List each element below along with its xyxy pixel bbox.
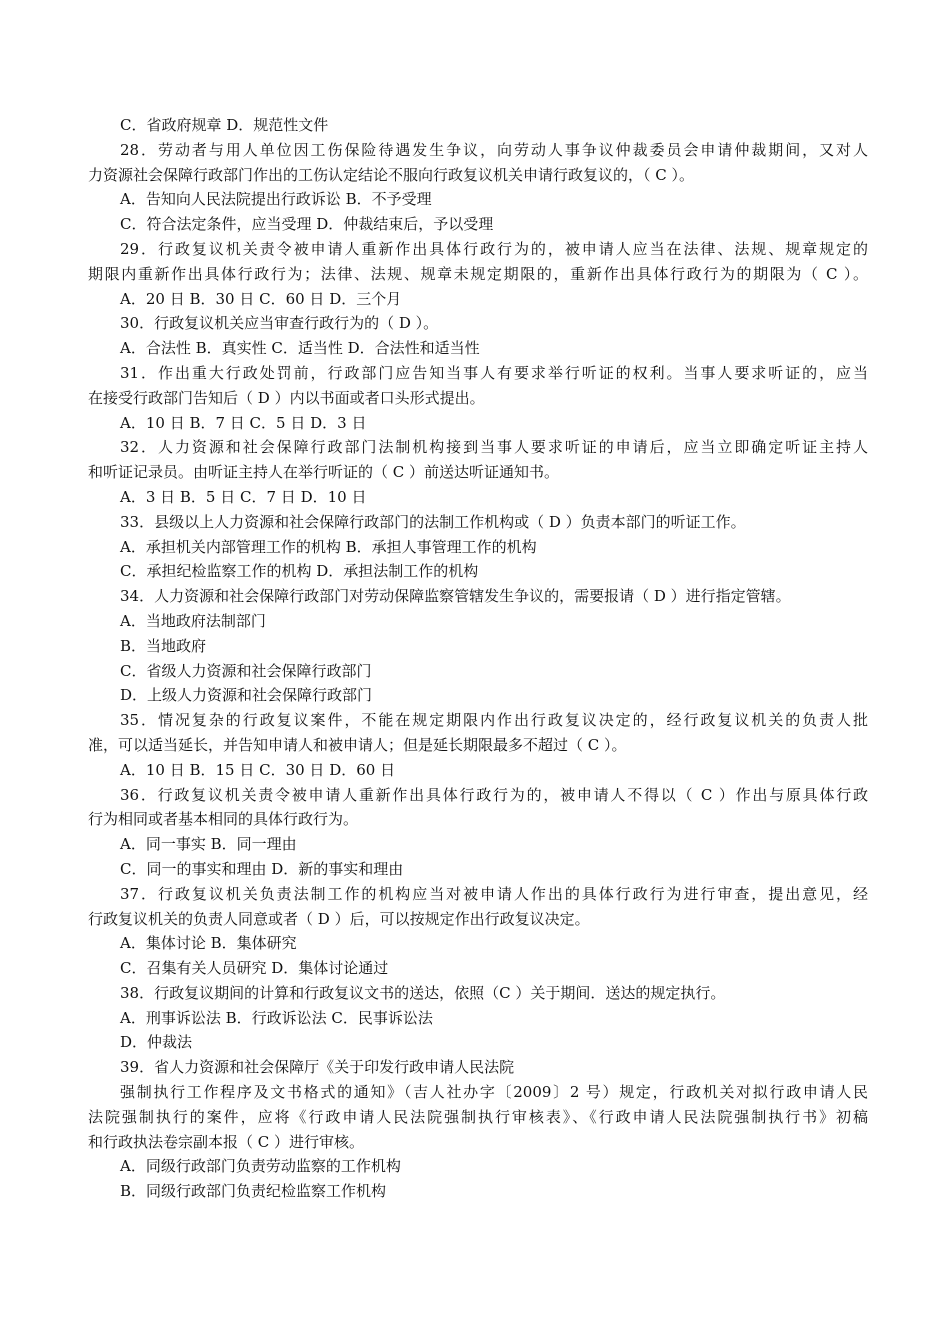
text-line: 行政复议机关的负责人同意或者（ D ）后，可以按规定作出行政复议决定。 — [88, 909, 590, 928]
text-line: 36．行政复议机关责令被申请人重新作出具体行政行为的，被申请人不得以（ C ）作出与原具体行政 — [120, 785, 868, 804]
text-line: A．同级行政部门负责劳动监察的工作机构 — [120, 1157, 401, 1176]
text-line: A．10 日 B．7 日 C．5 日 D．3 日 — [120, 413, 367, 432]
text-line: 37．行政复议机关负责法制工作的机构应当对被申请人作出的具体行政行为进行审查，提出意见，经 — [120, 884, 868, 903]
text-line: A．承担机关内部管理工作的机构 B．承担人事管理工作的机构 — [120, 537, 537, 556]
text-line: A．10 日 B．15 日 C．30 日 D．60 日 — [120, 760, 396, 779]
text-line: A．3 日 B．5 日 C．7 日 D．10 日 — [120, 487, 367, 506]
text-line: 28．劳动者与用人单位因工伤保险待遇发生争议，向劳动人事争议仲裁委员会申请仲裁期间，又对人 — [120, 140, 868, 159]
text-line: 期限内重新作出具体行政行为；法律、法规、规章未规定期限的，重新作出具体行政行为的期限为（ C ）。 — [88, 264, 868, 283]
text-line: 34．人力资源和社会保障行政部门对劳动保障监察管辖发生争议的，需要报请（ D ）进行指定管辖。 — [120, 587, 791, 606]
text-line: 29．行政复议机关责令被申请人重新作出具体行政行为的，被申请人应当在法律、法规、规章规定的 — [120, 239, 868, 258]
text-line: 32．人力资源和社会保障行政部门法制机构接到当事人要求听证的申请后，应当立即确定听证主持人 — [120, 438, 868, 457]
text-line: A．20 日 B．30 日 C．60 日 D．三个月 — [120, 289, 402, 308]
text-line: 在接受行政部门告知后（ D ）内以书面或者口头形式提出。 — [88, 388, 485, 407]
text-line: 和行政执法卷宗副本报（ C ）进行审核。 — [88, 1132, 365, 1151]
document-body — [88, 113, 868, 1204]
text-line: A．当地政府法制部门 — [120, 611, 266, 630]
text-line: 强制执行工作程序及文书格式的通知》（吉人社办字〔2009〕2 号）规定，行政机关对拟行政申请人民 — [120, 1083, 868, 1102]
text-line: D．上级人力资源和社会保障行政部门 — [120, 686, 373, 705]
text-line: 35．情况复杂的行政复议案件，不能在规定期限内作出行政复议决定的，经行政复议机关的负责人批 — [120, 711, 868, 730]
text-line: C．召集有关人员研究 D．集体讨论通过 — [120, 959, 389, 978]
text-line: A．合法性 B．真实性 C．适当性 D．合法性和适当性 — [120, 339, 480, 358]
text-line: C．承担纪检监察工作的机构 D．承担法制工作的机构 — [120, 562, 479, 581]
text-line: A．集体讨论 B．集体研究 — [120, 934, 297, 953]
text-line: D．仲裁法 — [120, 1033, 193, 1052]
text-line: 38．行政复议期间的计算和行政复议文书的送达，依照（C ）关于期间．送达的规定执行。 — [120, 983, 726, 1002]
text-line: B．当地政府 — [120, 636, 207, 655]
text-line: 33．县级以上人力资源和社会保障行政部门的法制工作机构或（ D ）负责本部门的听证工作。 — [120, 512, 746, 531]
text-line: 31．作出重大行政处罚前，行政部门应告知当事人有要求举行听证的权利。当事人要求听证的，应当 — [120, 363, 868, 382]
text-line: 30．行政复议机关应当审查行政行为的（ D ）。 — [120, 314, 439, 333]
text-line: A．刑事诉讼法 B．行政诉讼法 C．民事诉讼法 — [120, 1008, 433, 1027]
text-line: 准，可以适当延长，并告知申请人和被申请人；但是延长期限最多不超过（ C ）。 — [88, 735, 627, 754]
text-line: 和听证记录员。由听证主持人在举行听证的（ C ）前送达听证通知书。 — [88, 463, 560, 482]
text-line: 力资源社会保障行政部门作出的工伤认定结论不服向行政复议机关申请行政复议的，（ C ）。 — [88, 165, 695, 184]
text-line: 法院强制执行的案件，应将《行政申请人民法院强制执行审核表》、《行政申请人民法院强制执行书》初稿 — [88, 1107, 868, 1126]
text-line: C．省政府规章 D．规范性文件 — [120, 116, 329, 134]
text-line: C．符合法定条件，应当受理 D．仲裁结束后，予以受理 — [120, 215, 494, 234]
text-line: C．同一的事实和理由 D．新的事实和理由 — [120, 859, 404, 878]
text-line: C．省级人力资源和社会保障行政部门 — [120, 661, 372, 680]
text-line: B．同级行政部门负责纪检监察工作机构 — [120, 1182, 387, 1201]
text-line: 39．省人力资源和社会保障厅《关于印发行政申请人民法院 — [120, 1058, 515, 1077]
text-line: A．告知向人民法院提出行政诉讼 B．不予受理 — [120, 190, 432, 209]
text-line: 行为相同或者基本相同的具体行政行为。 — [88, 810, 359, 829]
text-line: A．同一事实 B．同一理由 — [120, 835, 297, 854]
